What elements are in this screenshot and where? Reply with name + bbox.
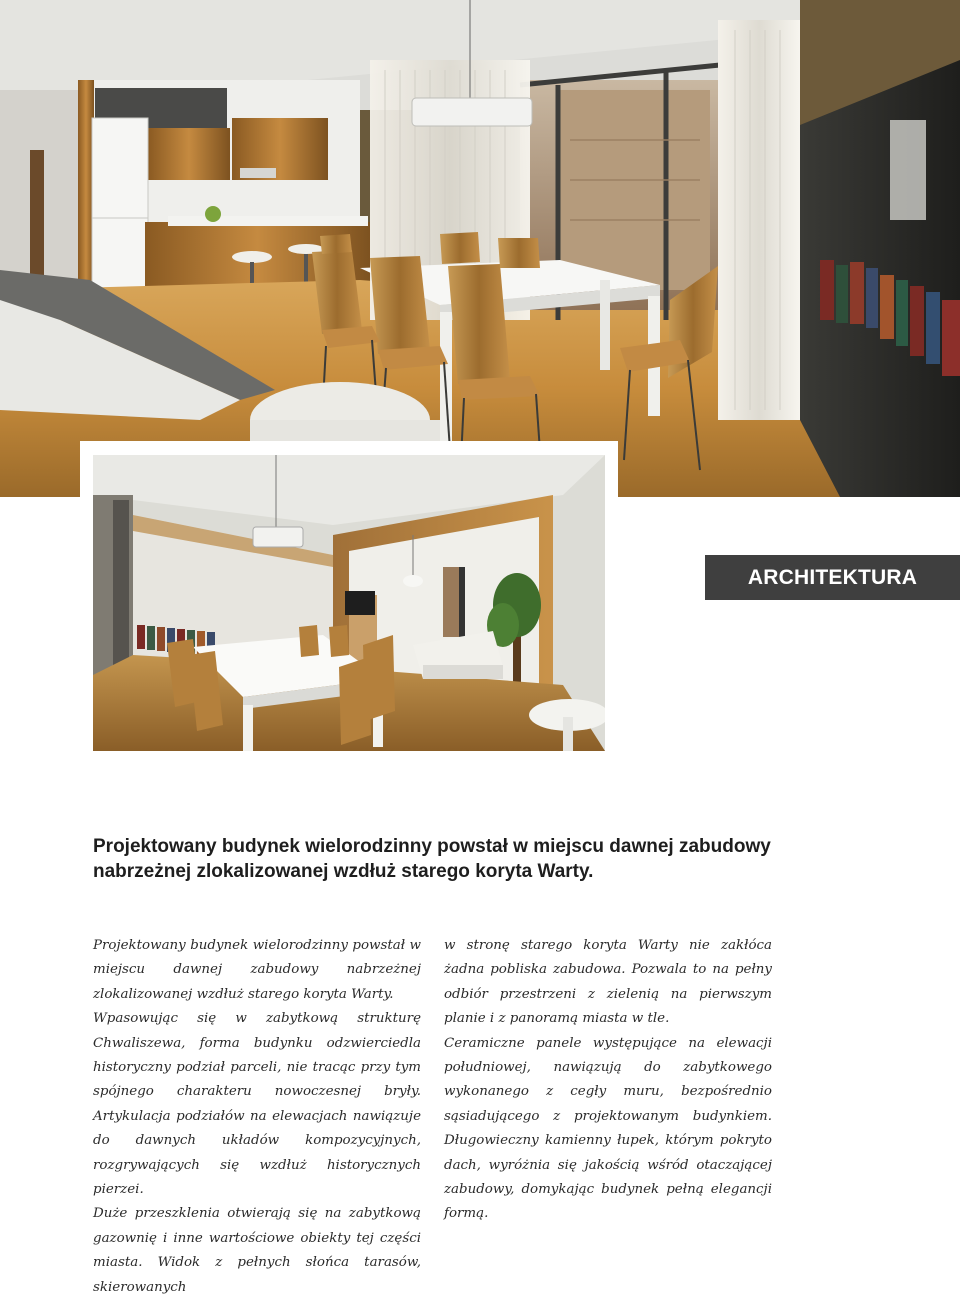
body-column-right: [444, 934, 772, 1227]
hero-interior-render: [0, 0, 960, 497]
body-paragraph: w stronę starego koryta Warty nie zakłóca żadna pobliska zabudowa. Pozwala to na pełny odbiór przestrzeni z zielenią na pierwszym planie i z panoramą miasta w tle.: [444, 938, 772, 1027]
body-column-left: [93, 934, 421, 1300]
body-paragraph: Projektowany budynek wielorodzinny powstał w miejscu dawnej zabudowy nabrzeżnej zlokalizowanej wzdłuż starego koryta Warty.: [93, 938, 421, 1002]
lead-paragraph: Projektowany budynek wielorodzinny powstał w miejscu dawnej zabudowy nabrzeżnej zlokalizowanej wzdłuż starego koryta Warty.: [93, 836, 771, 882]
inset-living-room-render: [93, 455, 605, 751]
body-paragraph: Duże przeszklenia otwierają się na zabytkową gazownię i inne wartościowe obiekty tej części miasta. Widok z pełnych słońca tarasów, skierowanych: [93, 1206, 421, 1295]
kitchen-dining-render: [0, 0, 960, 497]
living-room-render: [93, 455, 605, 751]
body-paragraph: Wpasowując się w zabytkową strukturę Chwaliszewa, forma budynku odzwierciedla historyczny podział parceli, nie tracąc przy tym spójnego charakteru nowoczesnej bryły. Artykulacja podziałów na elewacjach nawiązuje do dawnych układów kompozycyjnych, rozgrywających się wzdłuż historycznych pierzei.: [93, 1011, 421, 1198]
body-paragraph: Ceramiczne panele występujące na elewacji południowej, nawiązują do zabytkowego wykonanego z cegły muru, bezpośrednio sąsiadującego z projektowanym budynkiem. Długowieczny kamienny łupek, którym pokryto dach, wyróżnia się jakością wśród otaczającej zabudowy, domykając budynek pełną elegancji formą.: [444, 1035, 772, 1222]
section-label-architecture: ARCHITEKTURA: [705, 555, 960, 600]
